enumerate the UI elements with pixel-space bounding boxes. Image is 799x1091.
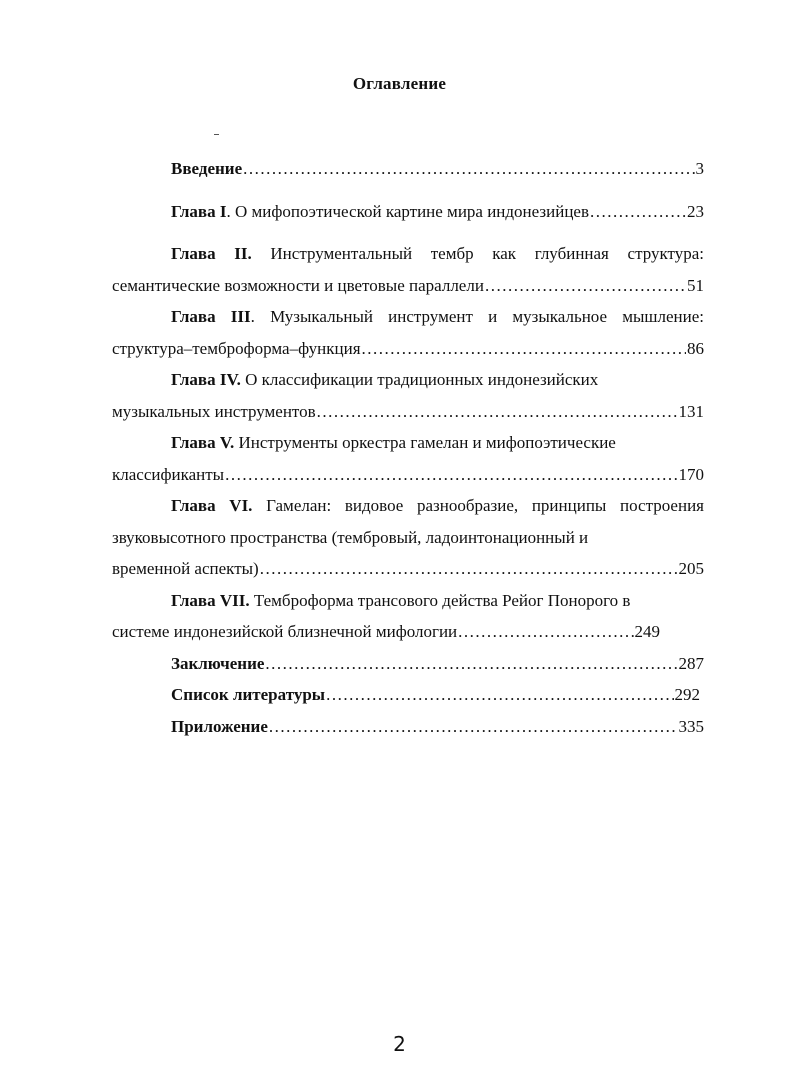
toc-page: 51 <box>687 275 704 295</box>
toc-label: Глава II. <box>171 244 252 263</box>
toc-title-line-2: классификанты <box>112 464 225 484</box>
toc-label: Глава VII. <box>171 590 250 610</box>
toc-page: 205 <box>678 559 704 578</box>
toc-title-line-2: структура–темброформа–функция <box>112 338 361 358</box>
toc-entry-conclusion[interactable] <box>112 648 704 680</box>
toc-entry-bibliography[interactable] <box>112 679 700 711</box>
toc-entry-appendix[interactable] <box>112 711 704 743</box>
toc-entry-chapter-2[interactable] <box>112 238 704 270</box>
toc-entry-chapter-3-cont[interactable] <box>112 333 704 365</box>
toc-title-line-2: системе индонезийской близнечной мифологии <box>112 622 458 641</box>
dot-leader <box>326 679 673 711</box>
page-number: 2 <box>393 1032 406 1056</box>
page-title: Оглавление <box>352 74 447 93</box>
dot-leader <box>243 153 694 185</box>
dot-leader <box>269 711 678 743</box>
toc-page: 86 <box>687 338 704 358</box>
dot-leader <box>458 616 633 648</box>
toc-title-line-1: Гамелан: видовое разнообразие, принципы построения <box>252 496 704 515</box>
toc-title-line-2: музыкальных инструментов <box>112 401 316 421</box>
toc-page: 3 <box>695 159 704 178</box>
toc-title-line-1: Темброформа трансового действа Рейог Понорого в <box>249 590 631 610</box>
toc-entry-chapter-6-cont-2[interactable] <box>112 553 704 585</box>
toc-label: Заключение <box>171 653 265 673</box>
toc-title-line-3: временной аспекты) <box>112 559 259 578</box>
toc-title: . О мифопоэтической картине мира индонезийцев <box>226 201 589 221</box>
toc-page: 287 <box>678 653 704 673</box>
toc-page: 335 <box>678 716 704 736</box>
toc-entry-chapter-5-cont[interactable] <box>112 459 704 491</box>
toc-label: Приложение <box>171 716 268 736</box>
toc-title-line-1: Инструментальный тембр как глубинная структура: <box>251 244 704 263</box>
dot-leader <box>590 196 686 228</box>
toc-label: Глава V. <box>171 433 235 452</box>
dot-leader <box>317 396 678 428</box>
toc-title-line-1: . Музыкальный инструмент и музыкальное мышление: <box>250 307 704 326</box>
toc-label: Глава I <box>171 201 227 221</box>
toc-page: 23 <box>687 201 704 221</box>
toc-entry-chapter-6-cont-1[interactable] <box>112 522 704 554</box>
toc-entry-intro[interactable] <box>112 153 704 185</box>
toc-title-line-1: О классификации традиционных индонезийских <box>240 370 599 389</box>
toc-title-line-1: Инструменты оркестра гамелан и мифопоэтические <box>234 433 616 452</box>
toc-entry-chapter-7[interactable] <box>112 585 704 617</box>
toc-entry-chapter-4[interactable] <box>112 364 704 396</box>
toc-label: Глава IV. <box>171 370 241 389</box>
toc-entry-chapter-3[interactable] <box>112 301 704 333</box>
toc-label: Введение <box>171 159 243 178</box>
toc-page: 131 <box>678 401 704 421</box>
toc-entry-chapter-4-cont[interactable] <box>112 396 704 428</box>
toc-entry-chapter-1[interactable] <box>112 196 704 228</box>
dot-leader <box>362 333 686 365</box>
toc-entry-chapter-2-cont[interactable] <box>112 270 704 302</box>
dot-leader <box>225 459 677 491</box>
toc-page: 170 <box>678 464 704 484</box>
toc-entry-chapter-6[interactable] <box>112 490 704 522</box>
toc-page: 249 <box>634 622 660 641</box>
table-of-contents <box>112 153 704 742</box>
toc-label: Глава VI. <box>171 496 253 515</box>
toc-entry-chapter-7-cont[interactable] <box>112 616 660 648</box>
dot-leader <box>260 553 678 585</box>
scan-speck <box>214 134 219 135</box>
toc-title-line-2: звуковысотного пространства (тембровый, ладоинтонационный и <box>112 527 589 547</box>
toc-page: 292 <box>674 685 700 704</box>
toc-label: Глава III <box>171 307 251 326</box>
toc-label: Список литературы <box>171 685 326 704</box>
toc-title-line-2: семантические возможности и цветовые параллели <box>112 275 484 295</box>
dot-leader <box>265 648 677 680</box>
toc-entry-chapter-5[interactable] <box>112 427 704 459</box>
dot-leader <box>485 270 686 302</box>
